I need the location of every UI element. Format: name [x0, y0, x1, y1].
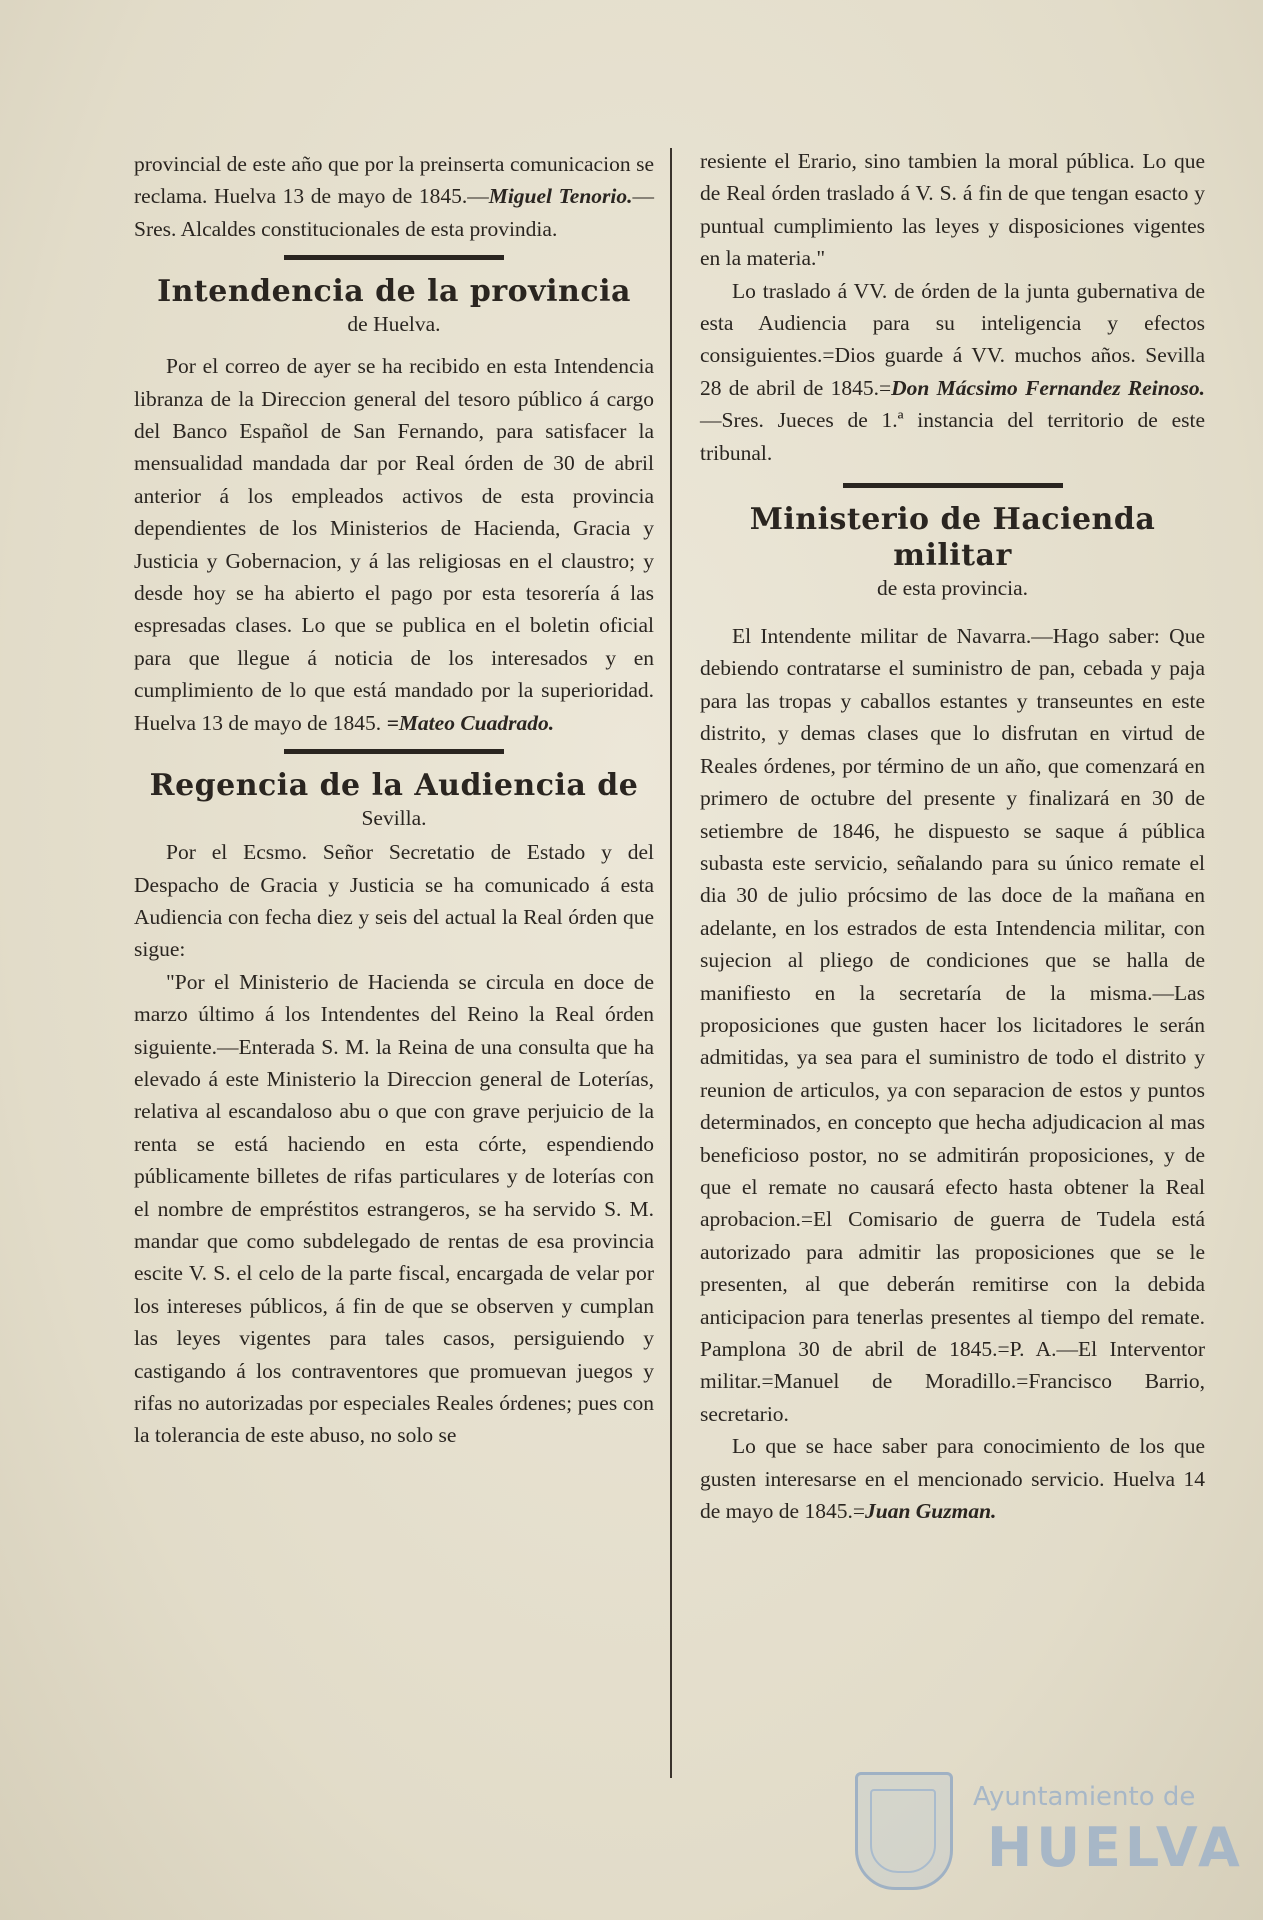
- signature: Miguel Tenorio.: [488, 184, 633, 209]
- paragraph: Lo que se hace saber para conocimiento de los que gusten interesarse en el mencionado servicio. Huelva 14 de mayo de 1845.=Juan Guzman.: [700, 1434, 1205, 1524]
- section-divider: [284, 749, 504, 754]
- signature: =Mateo Cuadrado.: [386, 710, 555, 735]
- paragraph: "Por el Ministerio de Hacienda se circula en doce de marzo último á los Intendentes del Reino la Real órden siguiente.—Enterada S. M. la Reina de una consulta que ha elevado á este Ministerio la Direccion general de Loterías, relativa al escandaloso abu o que con grave perjuicio de la renta se está haciendo en esta córte, espendiendo públicamente billetes de rifas particulares y de loterías con el nombre de empréstitos estrangeros, se ha servido S. M. mandar que como subdelegado de rentas de esa provincia escite V. S. el celo de la parte fiscal, encargada de velar por los intereses públicos, á fin de que se observen y cumplan las leyes vigentes para tales casos, persiguiendo y castigando á los contraventores que promuevan juegos y rifas no autorizadas por especiales Reales órdenes; pues con la tolerancia de este abuso, no solo se: [134, 969, 654, 1448]
- section-heading: Intendencia de la provincia: [157, 274, 631, 310]
- column-rule: [670, 148, 672, 1778]
- section-heading: Regencia de la Audiencia de: [149, 768, 639, 804]
- right-column: [700, 145, 1205, 1527]
- paragraph-continuation: resiente el Erario, sino tambien la moral pública. Lo que de Real órden traslado á V. S. á fin de que tengan esacto y puntual cumplimiento las leyes y disposiciones vigentes en la materia.": [700, 149, 1205, 271]
- section-heading: Ministerio de Hacienda militar: [749, 502, 1156, 574]
- left-column: [134, 148, 654, 1452]
- watermark-line1: Ayuntamiento de: [973, 1782, 1196, 1812]
- section-subheading: de esta provincia.: [876, 576, 1029, 601]
- paragraph: Por el Ecsmo. Señor Secretatio de Estado y del Despacho de Gracia y Justicia se ha comunicado á esta Audiencia con fecha diez y seis del actual la Real órden que sigue:: [134, 840, 654, 962]
- paragraph: Lo traslado á VV. de órden de la junta gubernativa de esta Audiencia para su inteligencia y efectos consiguientes.=Dios guarde á VV. muchos años. Sevilla 28 de abril de 1845.=Don Mácsimo Fernandez Reinoso.—Sres. Jueces de 1.ª instancia del territorio de este tribunal.: [700, 278, 1205, 465]
- section-divider: [843, 483, 1063, 488]
- paragraph: Por el correo de ayer se ha recibido en esta Intendencia libranza de la Direccion general del tesoro público á cargo del Banco Español de San Fernando, para satisfacer la mensualidad mandada dar por Real órden de 30 de abril anterior á los empleados activos de esta provincia dependientes de los Ministerios de Hacienda, Gracia y Justicia y Gobernacion, y á las religiosas en el claustro; y desde hoy se ha abierto el pago por esta tesorería á las espresadas clases. Lo que se publica en el boletin oficial para que llegue á noticia de los interesados y en cumplimiento de lo que está mandado por la superioridad. Huelva 13 de mayo de 1845. =Mateo Cuadrado.: [134, 354, 654, 735]
- watermark: [855, 1772, 1244, 1892]
- signature: Don Mácsimo Fernandez Reinoso.: [891, 375, 1205, 400]
- section-subheading: de Huelva.: [347, 312, 441, 337]
- paragraph: El Intendente militar de Navarra.—Hago saber: Que debiendo contratarse el suministro de pan, cebada y paja para las tropas y caballos estantes y transeuntes en este distrito, y demas clases que lo disfrutan en virtud de Reales órdenes, por término de un año, que comenzará en primero de octubre del presente y finalizará en 30 de setiembre de 1846, he dispuesto se saque á pública subasta este servicio, señalando para su único remate el dia 30 de julio prócsimo de las doce de la mañana en adelante, en los estrados de esta Intendencia militar, con sujecion al pliego de condiciones que se halla de manifiesto en la secretaría de la misma.—Las proposiciones que gusten hacer los licitadores le serán admitidas, ya sea para el suministro de todo el distrito y reunion de articulos, ya con separacion de estos y puntos determinados, en concepto que hecha adjudicacion al mas beneficioso postor, no se admitirán proposiciones, y de que el remate no causará efecto hasta obtener la Real aprobacion.=El Comisario de guerra de Tudela está autorizado para admitir las proposiciones que se le presenten, al que deberán remitirse con la debida anticipacion para tenerlas presentes al tiempo del remate. Pamplona 30 de abril de 1845.=P. A.—El Interventor militar.=Manuel de Moradillo.=Francisco Barrio, secretario.: [700, 624, 1205, 1426]
- coat-of-arms-icon: [855, 1772, 953, 1890]
- section-subheading: Sevilla.: [361, 806, 427, 831]
- signature: Juan Guzman.: [864, 1499, 997, 1524]
- watermark-line2: HUELVA: [987, 1816, 1244, 1879]
- section-divider: [284, 255, 504, 260]
- paragraph-continuation: provincial de este año que por la preinserta comunicacion se reclama. Huelva 13 de mayo de 1845.—Miguel Tenorio.—Sres. Alcaldes constitucionales de esta provindia.: [134, 152, 654, 241]
